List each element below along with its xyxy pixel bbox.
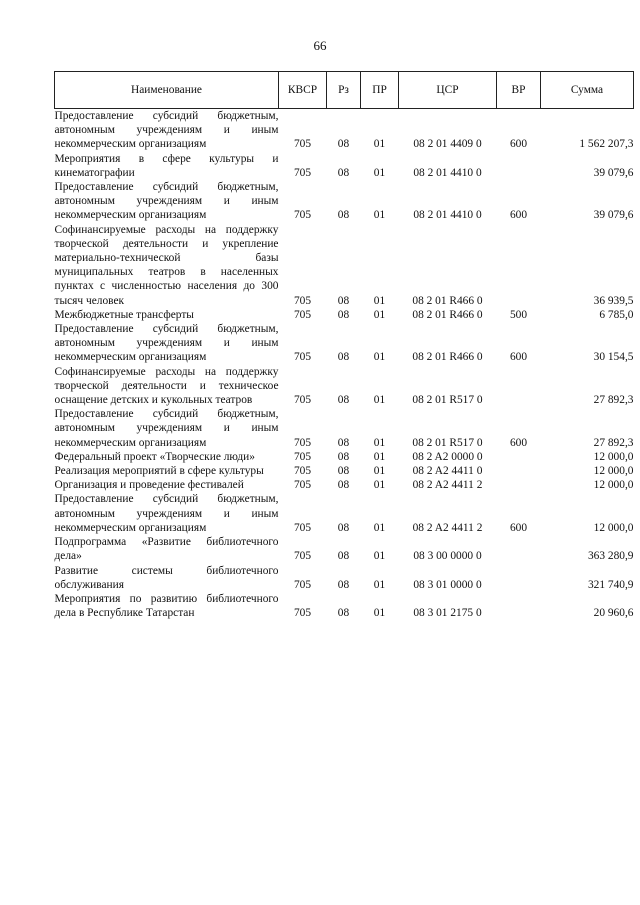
- row-sum-cell: 30 154,5: [593, 351, 634, 364]
- table-row: [55, 478, 634, 492]
- row-vr-cell: [497, 478, 541, 492]
- row-csr-cell: 08 2 01 R517 0: [412, 394, 483, 407]
- row-csr-cell: 08 3 00 0000 0: [413, 550, 482, 563]
- row-vr-cell: [497, 535, 541, 563]
- row-pr-cell: 01: [373, 394, 386, 407]
- row-csr-cell: 08 2 A2 4411 0: [412, 465, 483, 478]
- row-csr-cell: 08 2 01 R466 0: [412, 351, 483, 364]
- row-vr-cell: [497, 450, 541, 464]
- table-row: [55, 152, 634, 180]
- row-csr-cell: 08 2 01 R466 0: [412, 308, 483, 321]
- row-name-cell: Мероприятия в сфере культуры и кинематографии: [54, 152, 279, 179]
- row-name-cell: Межбюджетные трансферты: [54, 308, 194, 321]
- row-pr-cell: 01: [373, 138, 386, 151]
- row-rz-cell: 08: [337, 450, 350, 463]
- row-sum-cell: 39 079,6: [593, 166, 634, 179]
- row-name-cell: Федеральный проект «Творческие люди»: [54, 450, 255, 463]
- row-kvsr-cell: 705: [293, 550, 312, 563]
- row-kvsr-cell: 705: [293, 209, 312, 222]
- row-rz-cell: 08: [337, 578, 350, 591]
- row-name-cell: Подпрограмма «Развитие библиотечного дела»: [54, 536, 279, 563]
- row-vr-cell: 600: [509, 436, 528, 449]
- row-rz-cell: 08: [337, 521, 350, 534]
- row-pr-cell: 01: [373, 578, 386, 591]
- table-row: [55, 365, 634, 408]
- row-pr-cell: 01: [373, 550, 386, 563]
- row-rz-cell: 08: [337, 308, 350, 321]
- row-kvsr-cell: 705: [293, 436, 312, 449]
- row-rz-cell: 08: [337, 138, 350, 151]
- row-kvsr-cell: 705: [293, 394, 312, 407]
- row-pr-cell: 01: [373, 521, 386, 534]
- row-vr-cell: 600: [509, 521, 528, 534]
- row-rz-cell: 08: [337, 465, 350, 478]
- table-row: [55, 564, 634, 592]
- row-pr-cell: 01: [373, 465, 386, 478]
- row-name-cell: Предоставление субсидий бюджетным, автономным учреждениям и иным некоммерческим организациям: [54, 323, 279, 364]
- row-kvsr-cell: 705: [293, 578, 312, 591]
- row-pr-cell: 01: [373, 166, 386, 179]
- table-row: [55, 322, 634, 365]
- row-kvsr-cell: 705: [293, 607, 312, 620]
- table-row: [55, 464, 634, 478]
- row-sum-cell: 1 562 207,3: [579, 138, 634, 151]
- row-sum-cell: 12 000,0: [593, 450, 634, 463]
- row-sum-cell: 6 785,0: [599, 308, 634, 321]
- row-vr-cell: [497, 592, 541, 620]
- row-vr-cell: [497, 464, 541, 478]
- header-vr: ВР: [497, 72, 541, 109]
- header-kvsr: КВСР: [279, 72, 327, 109]
- row-rz-cell: 08: [337, 294, 350, 307]
- table-row: [55, 592, 634, 620]
- row-kvsr-cell: 705: [293, 351, 312, 364]
- row-vr-cell: 600: [509, 209, 528, 222]
- row-pr-cell: 01: [373, 351, 386, 364]
- row-sum-cell: 12 000,0: [593, 521, 634, 534]
- row-sum-cell: 363 280,9: [587, 550, 634, 563]
- row-kvsr-cell: 705: [293, 308, 312, 321]
- row-sum-cell: 27 892,3: [593, 394, 634, 407]
- row-csr-cell: 08 2 01 4409 0: [413, 138, 482, 151]
- row-name-cell: Развитие системы библиотечного обслуживания: [54, 564, 279, 591]
- row-name-cell: Предоставление субсидий бюджетным, автономным учреждениям и иным некоммерческим организациям: [54, 493, 279, 534]
- row-vr-cell: 600: [509, 138, 528, 151]
- row-kvsr-cell: 705: [293, 166, 312, 179]
- row-sum-cell: 12 000,0: [593, 465, 634, 478]
- table-row: [55, 109, 634, 152]
- table-row: [55, 180, 634, 223]
- row-kvsr-cell: 705: [293, 294, 312, 307]
- row-pr-cell: 01: [373, 479, 386, 492]
- row-csr-cell: 08 2 01 4410 0: [413, 166, 482, 179]
- header-name: Наименование: [55, 72, 279, 109]
- header-csr: ЦСР: [399, 72, 497, 109]
- row-kvsr-cell: 705: [293, 479, 312, 492]
- row-rz-cell: 08: [337, 351, 350, 364]
- row-csr-cell: 08 2 01 R517 0: [412, 436, 483, 449]
- row-csr-cell: 08 2 01 R466 0: [412, 294, 483, 307]
- row-rz-cell: 08: [337, 436, 350, 449]
- row-vr-cell: [497, 152, 541, 180]
- table-header-row: [55, 72, 634, 109]
- budget-table: [54, 71, 634, 620]
- row-pr-cell: 01: [373, 450, 386, 463]
- row-kvsr-cell: 705: [293, 521, 312, 534]
- table-row: [55, 308, 634, 322]
- row-sum-cell: 39 079,6: [593, 209, 634, 222]
- row-name-cell: Софинансируемые расходы на поддержку творческой деятельности и техническое оснащение детских и кукольных театров: [54, 365, 279, 407]
- row-csr-cell: 08 2 A2 4411 2: [412, 521, 483, 534]
- table-row: [55, 492, 634, 535]
- row-name-cell: Мероприятия по развитию библиотечного дела в Республике Татарстан: [54, 592, 279, 620]
- row-name-cell: Предоставление субсидий бюджетным, автономным учреждениям и иным некоммерческим организациям: [54, 110, 279, 151]
- row-rz-cell: 08: [337, 209, 350, 222]
- row-vr-cell: [497, 564, 541, 592]
- page-number: 66: [313, 38, 327, 53]
- header-rz: Рз: [327, 72, 361, 109]
- table-body: [55, 109, 634, 621]
- table-row: [55, 535, 634, 563]
- row-name-cell: Предоставление субсидий бюджетным, автономным учреждениям и иным некоммерческим организациям: [54, 181, 279, 222]
- row-name-cell: Софинансируемые расходы на поддержку творческой деятельности и укрепление материально-технической базы муниципальных театров в населенных пунктах с численностью населения до 300 тысяч человек: [54, 223, 279, 307]
- row-rz-cell: 08: [337, 394, 350, 407]
- row-csr-cell: 08 2 01 4410 0: [413, 209, 482, 222]
- row-kvsr-cell: 705: [293, 450, 312, 463]
- row-vr-cell: 600: [509, 351, 528, 364]
- row-rz-cell: 08: [337, 166, 350, 179]
- row-rz-cell: 08: [337, 550, 350, 563]
- header-sum: Сумма: [541, 72, 634, 109]
- header-pr: ПР: [361, 72, 399, 109]
- row-kvsr-cell: 705: [293, 138, 312, 151]
- row-sum-cell: 36 939,5: [593, 294, 634, 307]
- row-kvsr-cell: 705: [293, 465, 312, 478]
- row-name-cell: Реализация мероприятий в сфере культуры: [54, 465, 264, 478]
- row-sum-cell: 321 740,9: [587, 578, 634, 591]
- row-pr-cell: 01: [373, 294, 386, 307]
- row-csr-cell: 08 2 A2 0000 0: [412, 450, 483, 463]
- row-vr-cell: [497, 223, 541, 308]
- row-name-cell: Организация и проведение фестивалей: [54, 479, 244, 492]
- table-row: [55, 407, 634, 450]
- row-sum-cell: 12 000,0: [593, 479, 634, 492]
- row-rz-cell: 08: [337, 479, 350, 492]
- row-csr-cell: 08 2 A2 4411 2: [412, 479, 483, 492]
- table-row: [55, 450, 634, 464]
- row-pr-cell: 01: [373, 436, 386, 449]
- row-pr-cell: 01: [373, 308, 386, 321]
- row-rz-cell: 08: [337, 607, 350, 620]
- row-vr-cell: [497, 365, 541, 408]
- row-name-cell: Предоставление субсидий бюджетным, автономным учреждениям и иным некоммерческим организациям: [54, 408, 279, 449]
- table-row: [55, 223, 634, 308]
- row-csr-cell: 08 3 01 0000 0: [413, 578, 482, 591]
- row-sum-cell: 20 960,6: [593, 607, 634, 620]
- row-csr-cell: 08 3 01 2175 0: [413, 607, 482, 620]
- row-pr-cell: 01: [373, 607, 386, 620]
- row-vr-cell: 500: [509, 308, 528, 321]
- row-sum-cell: 27 892,3: [593, 436, 634, 449]
- row-pr-cell: 01: [373, 209, 386, 222]
